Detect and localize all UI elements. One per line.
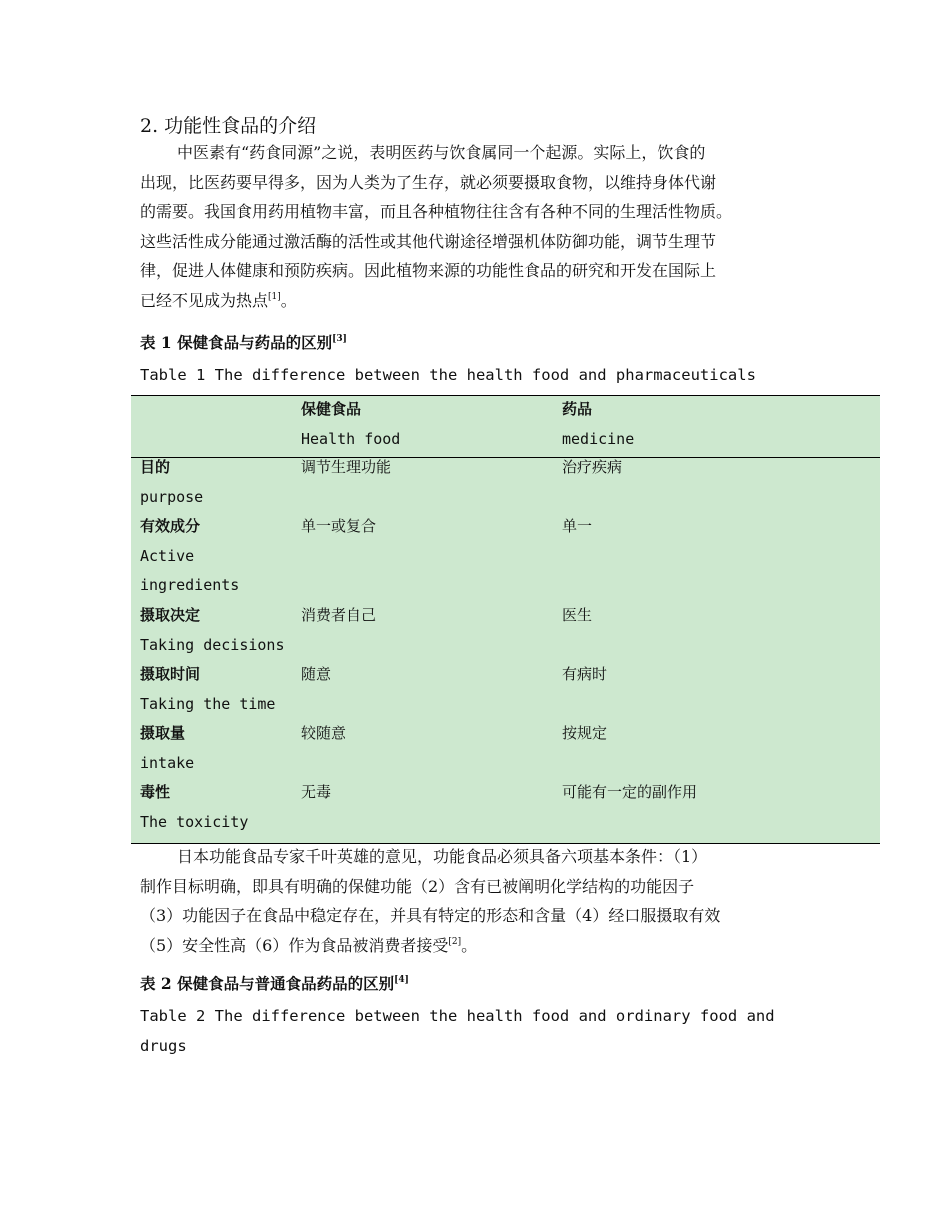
cell-medicine (562, 719, 607, 749)
intro-line: 律，促进人体健康和预防疾病。因此植物来源的功能性食品的研究和开发在国际上 (140, 261, 717, 280)
header-cn: 药品 (562, 400, 593, 418)
row-label-en: Taking the time (140, 694, 276, 713)
cell-text: 有病时 (562, 665, 608, 683)
conditions-paragraph (140, 842, 820, 960)
table2-caption-en-line: drugs (140, 1036, 187, 1055)
intro-line: 中医素有“药食同源”之说，表明医药与饮食属同一个起源。实际上，饮食的 (177, 143, 706, 162)
header-medicine (562, 395, 634, 454)
row-label-active-ingredients (140, 512, 239, 601)
header-en: Health food (301, 429, 401, 448)
citation-ref: [2] (448, 936, 462, 947)
conditions-end-punct: 。 (461, 935, 478, 955)
cell-medicine (562, 660, 607, 690)
cell-health-food (301, 512, 376, 542)
row-label-cn: 摄取时间 (140, 665, 201, 683)
table-header-row (131, 396, 880, 458)
cell-text: 无毒 (301, 783, 332, 801)
header-cn: 保健食品 (301, 400, 362, 418)
cell-text: 较随意 (301, 724, 347, 742)
row-label-en: Active (140, 546, 195, 565)
conditions-line-text: （5）安全性高（6）作为食品被消费者接受 (140, 935, 449, 955)
row-label-toxicity (140, 778, 248, 837)
table1-caption-text: 表 1 保健食品与药品的区别 (140, 333, 333, 352)
row-label-cn: 摄取决定 (140, 606, 201, 624)
cell-text: 随意 (301, 665, 332, 683)
row-label-en: ingredients (140, 576, 240, 594)
cell-text: 按规定 (562, 724, 608, 742)
cell-medicine (562, 601, 592, 631)
conditions-line: 日本功能食品专家千叶英雄的意见，功能食品必须具备六项基本条件：（1） (177, 847, 708, 866)
table2-caption-text: 表 2 保健食品与普通食品药品的区别 (140, 974, 395, 993)
table2-caption-cn (140, 972, 409, 994)
cell-text: 调节生理功能 (301, 458, 392, 476)
cell-health-food (301, 660, 331, 690)
header-en: medicine (562, 429, 635, 448)
intro-line: 这些活性成分能通过激活酶的活性或其他代谢途径增强机体防御功能，调节生理节 (140, 231, 717, 251)
cell-text: 治疗疾病 (562, 458, 623, 476)
comparison-table-1 (131, 395, 880, 844)
cell-medicine (562, 512, 592, 542)
row-label-cn: 目的 (140, 458, 171, 476)
conditions-line: 制作目标明确，即具有明确的保健功能（2）含有已被阐明化学结构的功能因子 (140, 876, 695, 896)
intro-line-last (140, 286, 820, 316)
conditions-line-last (140, 931, 820, 961)
intro-line: 的需要。我国食用药用植物丰富，而且各种植物往往含有各种不同的生理活性物质。 (140, 202, 733, 221)
cell-medicine (562, 453, 622, 483)
cell-text: 可能有一定的副作用 (562, 783, 698, 801)
row-label-purpose (140, 453, 203, 512)
section-heading: 2. 功能性食品的介绍 (140, 115, 317, 137)
table2-caption-en (140, 1002, 775, 1061)
row-label-en: purpose (140, 487, 204, 506)
intro-line-text: 已经不见成为热点 (140, 290, 269, 310)
cell-text: 单一或复合 (301, 517, 377, 535)
intro-paragraph (140, 138, 820, 315)
table1-caption-cn (140, 331, 347, 353)
row-label-en: Taking decisions (140, 635, 285, 654)
cell-text: 医生 (562, 606, 593, 624)
table2-caption-en-line: Table 2 The difference between the health food and ordinary food and (140, 1007, 775, 1025)
table1-caption-en: Table 1 The difference between the health food and pharmaceuticals (140, 366, 756, 384)
row-label-en: intake (140, 753, 195, 772)
row-label-cn: 有效成分 (140, 517, 201, 535)
citation-ref: [1] (268, 291, 281, 302)
citation-ref: [4] (394, 975, 409, 985)
cell-health-food (301, 453, 391, 483)
row-label-taking-decisions (140, 601, 285, 660)
row-label-intake (140, 719, 194, 778)
intro-line: 出现，比医药要早得多，因为人类为了生存，就必须要摄取食物，以维持身体代谢 (140, 172, 717, 192)
row-label-cn: 摄取量 (140, 724, 186, 742)
cell-medicine (562, 778, 697, 808)
header-health-food (301, 395, 400, 454)
cell-health-food (301, 601, 376, 631)
row-label-taking-time (140, 660, 275, 719)
cell-text: 消费者自己 (301, 606, 377, 624)
row-label-en: The toxicity (140, 812, 249, 831)
cell-health-food (301, 778, 331, 808)
intro-end-punct: 。 (280, 290, 297, 310)
cell-text: 单一 (562, 517, 593, 535)
cell-health-food (301, 719, 346, 749)
conditions-line: （3）功能因子在食品中稳定存在，并具有特定的形态和含量（4）经口服摄取有效 (140, 906, 721, 925)
row-label-cn: 毒性 (140, 783, 171, 801)
citation-ref: [3] (332, 334, 347, 344)
